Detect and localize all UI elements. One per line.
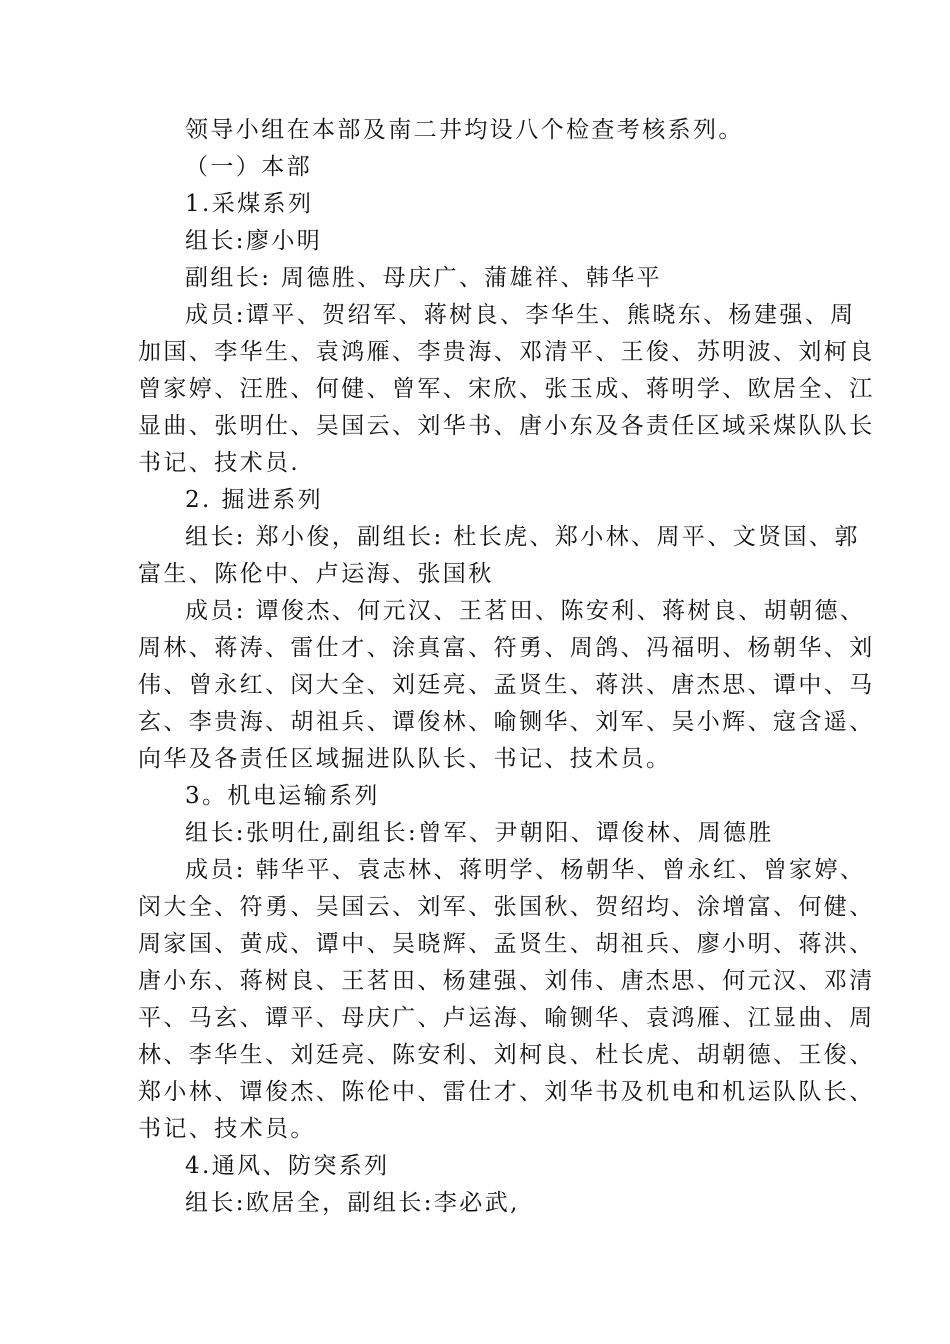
excavation-members-line: 伟、曾永红、闵大全、刘廷亮、孟贤生、蒋洪、唐杰思、谭中、马 [138,672,875,698]
electromechanical-members-line: 林、李华生、刘廷亮、陈安利、刘柯良、杜长虎、胡朝德、王俊、 [138,1042,875,1068]
electromechanical-members-line: 闵大全、符勇、吴国云、刘军、张国秋、贺绍均、涂增富、何健、 [138,894,875,920]
series-heading-coal-mining: 1.采煤系列 [185,191,314,217]
excavation-leaders-line: 富生、陈伦中、卢运海、张国秋 [138,561,494,587]
coal-mining-deputy-leaders: 副组长: 周德胜、母庆广、蒲雄祥、韩华平 [185,265,663,291]
series-heading-ventilation: 4.通风、防突系列 [185,1153,390,1179]
coal-mining-members-line: 书记、技术员. [138,450,301,476]
electromechanical-leaders-line: 组长:张明仕,副组长:曾军、尹朝阳、谭俊林、周德胜 [185,820,774,846]
excavation-members-line: 周林、蒋涛、雷仕才、涂真富、符勇、周鸽、冯福明、杨朝华、刘 [138,635,875,661]
electromechanical-members-line: 周家国、黄成、谭中、吴晓辉、孟贤生、胡祖兵、廖小明、蒋洪、 [138,931,875,957]
electromechanical-members-line: 书记、技术员。 [138,1116,316,1142]
electromechanical-members-line: 郑小林、谭俊杰、陈伦中、雷仕才、刘华书及机电和机运队队长、 [138,1079,875,1105]
electromechanical-members-line: 成员: 韩华平、袁志林、蒋明学、杨朝华、曾永红、曾家婷、 [185,857,866,883]
ventilation-leaders-line: 组长:欧居全，副组长:李必武, [185,1190,520,1216]
excavation-members-line: 向华及各责任区域掘进队队长、书记、技术员。 [138,746,672,772]
series-heading-excavation: 2. 掘进系列 [185,487,324,513]
coal-mining-members-line: 成员:谭平、贺绍军、蒋树良、李华生、熊晓东、杨建强、周 [185,302,856,328]
excavation-members-line: 玄、李贵海、胡祖兵、谭俊林、喻铡华、刘军、吴小辉、寇含遥、 [138,709,875,735]
coal-mining-leader: 组长:廖小明 [185,228,323,254]
electromechanical-members-line: 平、马玄、谭平、母庆广、卢运海、喻铡华、袁鸿雁、江显曲、周 [138,1005,875,1031]
excavation-leaders-line: 组长: 郑小俊，副组长: 杜长虎、郑小林、周平、文贤国、郭 [185,524,860,550]
series-heading-electromechanical: 3。机电运输系列 [185,783,380,809]
section-heading-headquarters: （一）本部 [185,154,312,180]
document-page [138,112,875,1222]
coal-mining-members-line: 加国、李华生、袁鸿雁、李贵海、邓清平、王俊、苏明波、刘柯良 [138,339,875,365]
coal-mining-members-line: 曾家婷、汪胜、何健、曾军、宋欣、张玉成、蒋明学、欧居全、江 [138,376,875,402]
intro-paragraph: 领导小组在本部及南二井均设八个检查考核系列。 [185,117,744,143]
coal-mining-members-line: 显曲、张明仕、吴国云、刘华书、唐小东及各责任区域采煤队队长 [138,413,875,439]
excavation-members-line: 成员: 谭俊杰、何元汉、王茗田、陈安利、蒋树良、胡朝德、 [185,598,866,624]
electromechanical-members-line: 唐小东、蒋树良、王茗田、杨建强、刘伟、唐杰思、何元汉、邓清 [138,968,875,994]
